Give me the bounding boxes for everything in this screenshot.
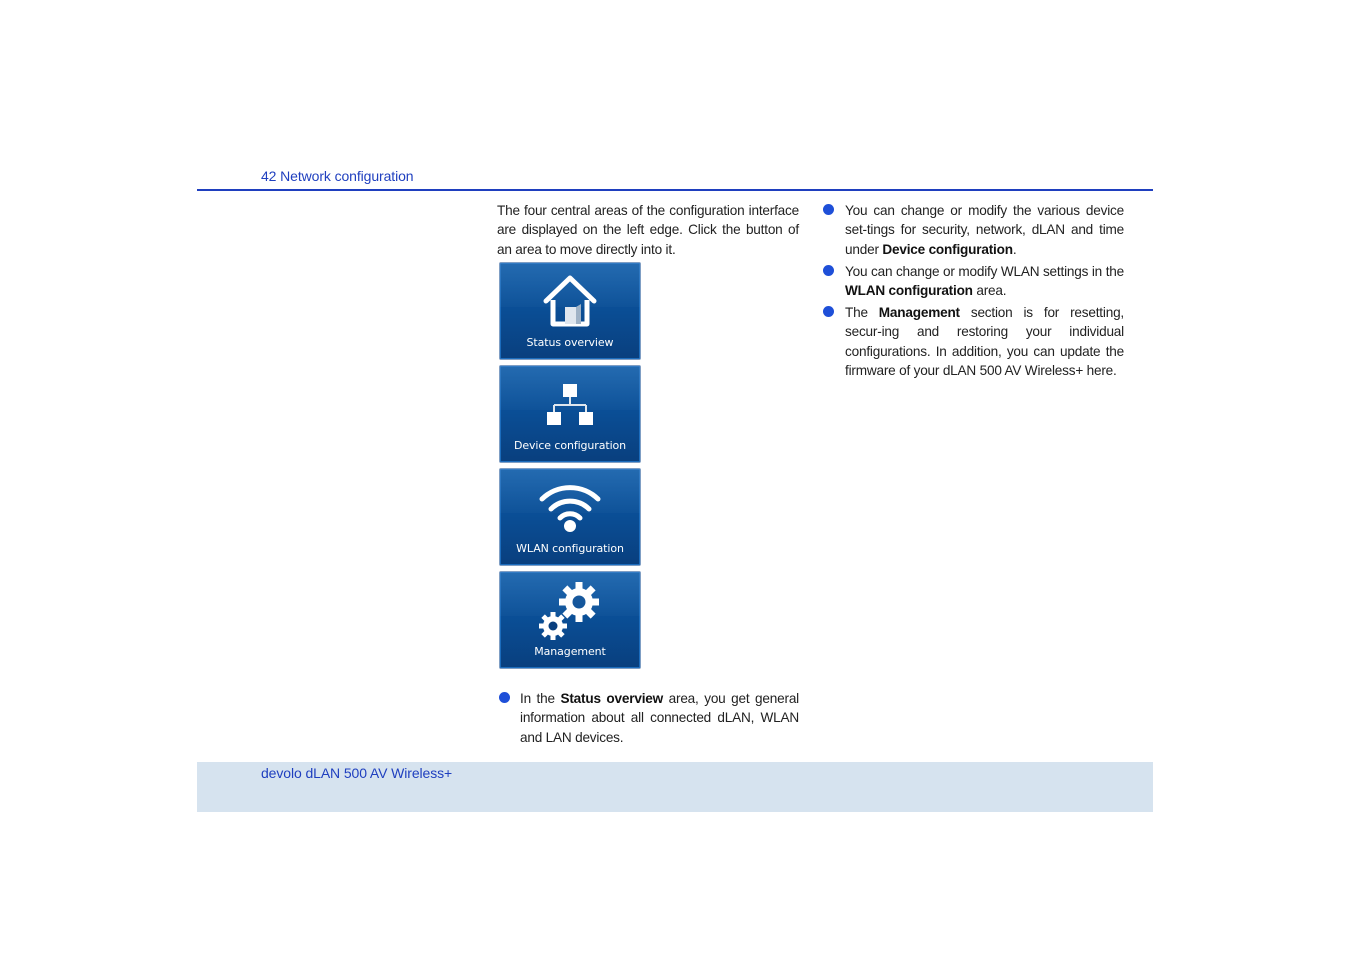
management-label: Management [534,645,606,658]
wifi-icon [500,481,640,533]
bullet-dot [823,306,834,317]
wlan-configuration-button[interactable] [499,468,641,566]
bullet-device-configuration [845,201,1124,259]
bullet-text: You can change or modify WLAN settings in the [845,264,1124,279]
bullet-text: In the [520,691,561,706]
bullet-text: . [1012,241,1017,257]
device-configuration-button[interactable] [499,365,641,463]
bullet-dot [823,265,834,276]
gears-icon [500,580,640,642]
management-button[interactable] [499,571,641,669]
bullet-term: Management [878,305,960,320]
status-overview-button[interactable] [499,262,641,360]
home-icon [500,273,640,329]
bullet-text: area, you get general information about all connected dLAN, WLAN and LAN devices. [520,691,800,745]
bullet-wlan-configuration [845,262,1124,301]
bullet-dot [823,204,834,215]
bullet-text: You can change or modify the various device set-tings for security, network, dLAN and time under [845,203,1124,257]
bullet-term: Device configuration [882,241,1013,257]
bullet-text: The [845,305,879,320]
header-divider [197,189,1153,191]
bullet-text: section is for resetting, secur-ing and restoring your individual configurations. In addition, you can update the firmware of your dLAN 500 AV Wireless+ here. [845,305,1125,378]
bullet-status-overview [520,689,799,747]
bullet-dot [499,692,510,703]
page-header-title: 42 Network configuration [261,168,414,184]
page-footer-title: devolo dLAN 500 AV Wireless+ [261,765,453,781]
network-tree-icon [500,382,640,428]
bullet-management [845,303,1124,380]
wlan-configuration-label: WLAN configuration [516,542,624,555]
bullet-term: WLAN configuration [845,283,973,299]
intro-paragraph: The four central areas of the configuration interface are displayed on the left edge. Click the button of an area to move directly into it. [497,203,799,257]
bullet-term: Status overview [560,691,664,706]
device-configuration-label: Device configuration [513,439,627,452]
bullet-text: area. [972,283,1007,299]
status-overview-label: Status overview [526,336,614,349]
